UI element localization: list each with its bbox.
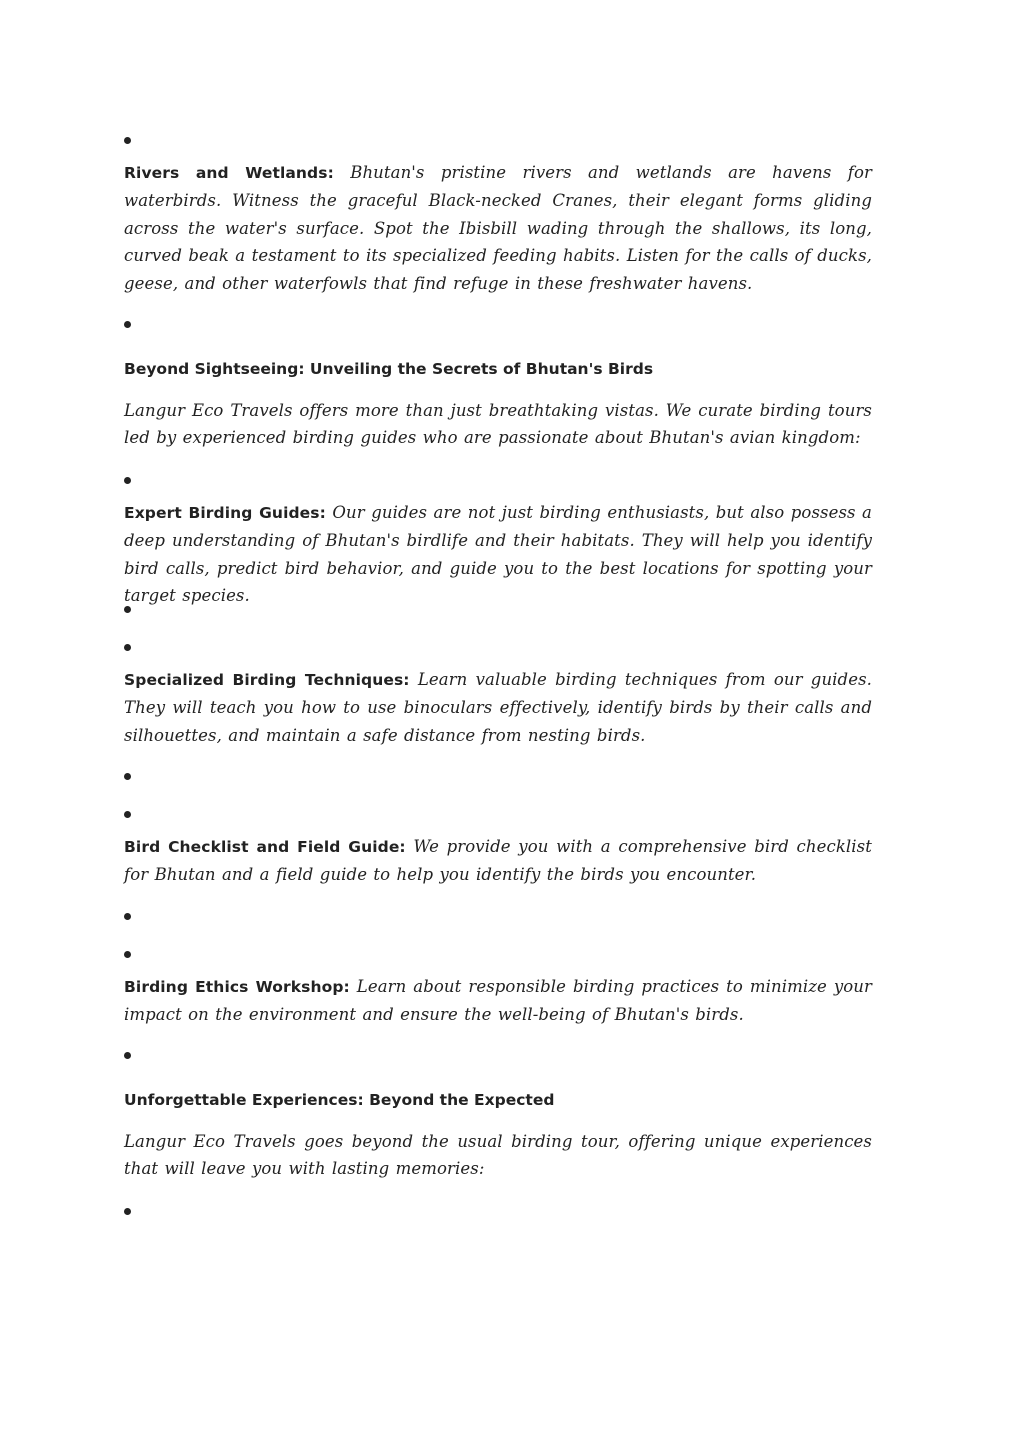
- checklist-paragraph: [124, 820, 872, 889]
- bullet-marker: [124, 606, 131, 613]
- bullet-marker: [124, 477, 131, 484]
- techniques-paragraph: [124, 653, 872, 749]
- section-heading-beyond-sightseeing: Beyond Sightseeing: Unveiling the Secrets of Bhutan's Birds: [124, 360, 654, 378]
- ethics-text: Learn about responsible birding practices to minimize your impact on the environment and ensure the well-being of Bhutan's birds.: [124, 977, 872, 1025]
- bullet-marker: [124, 321, 131, 328]
- bullet-marker: [124, 644, 131, 651]
- bullet-marker: [124, 773, 131, 780]
- bullet-marker: [124, 811, 131, 818]
- techniques-text: Learn valuable birding techniques from our guides. They will teach you how to use binoculars effectively, identify birds by their calls and silhouettes, and maintain a safe distance from nesting birds.: [124, 670, 872, 745]
- checklist-lead: Bird Checklist and Field Guide:: [124, 838, 406, 856]
- expert-guides-text: Our guides are not just birding enthusiasts, but also possess a deep understanding of Bhutan's birdlife and their habitats. They will help you identify bird calls, predict bird behavior, and guide you to the best locations for spotting your target species.: [124, 503, 872, 606]
- rivers-wetlands-lead: Rivers and Wetlands:: [124, 164, 334, 182]
- ethics-lead: Birding Ethics Workshop:: [124, 978, 350, 996]
- section-heading-unforgettable: Unforgettable Experiences: Beyond the Expected: [124, 1091, 555, 1109]
- bullet-marker: [124, 951, 131, 958]
- checklist-text: We provide you with a comprehensive bird checklist for Bhutan and a field guide to help you identify the birds you encounter.: [124, 837, 872, 885]
- ethics-paragraph: [124, 960, 872, 1029]
- intro-paragraph-1: Langur Eco Travels offers more than just breathtaking vistas. We curate birding tours led by experienced birding guides who are passionate about Bhutan's avian kingdom:: [124, 401, 872, 448]
- bullet-marker: [124, 913, 131, 920]
- bullet-marker: [124, 1208, 131, 1215]
- bullet-marker: [124, 137, 131, 144]
- bullet-marker: [124, 1052, 131, 1059]
- expert-guides-lead: Expert Birding Guides:: [124, 504, 326, 522]
- rivers-wetlands-text: Bhutan's pristine rivers and wetlands are havens for waterbirds. Witness the graceful Black-necked Cranes, their elegant forms gliding across the water's surface. Spot the Ibisbill wading through the shallows, its long, curved beak a testament to its specialized feeding habits. Listen for the calls of ducks, geese, and other waterfowls that find refuge in these freshwater havens.: [124, 163, 872, 293]
- expert-guides-paragraph: [124, 486, 872, 610]
- techniques-lead: Specialized Birding Techniques:: [124, 671, 410, 689]
- rivers-wetlands-paragraph: [124, 146, 872, 297]
- intro-paragraph-2: Langur Eco Travels goes beyond the usual birding tour, offering unique experiences that will leave you with lasting memories:: [124, 1132, 872, 1179]
